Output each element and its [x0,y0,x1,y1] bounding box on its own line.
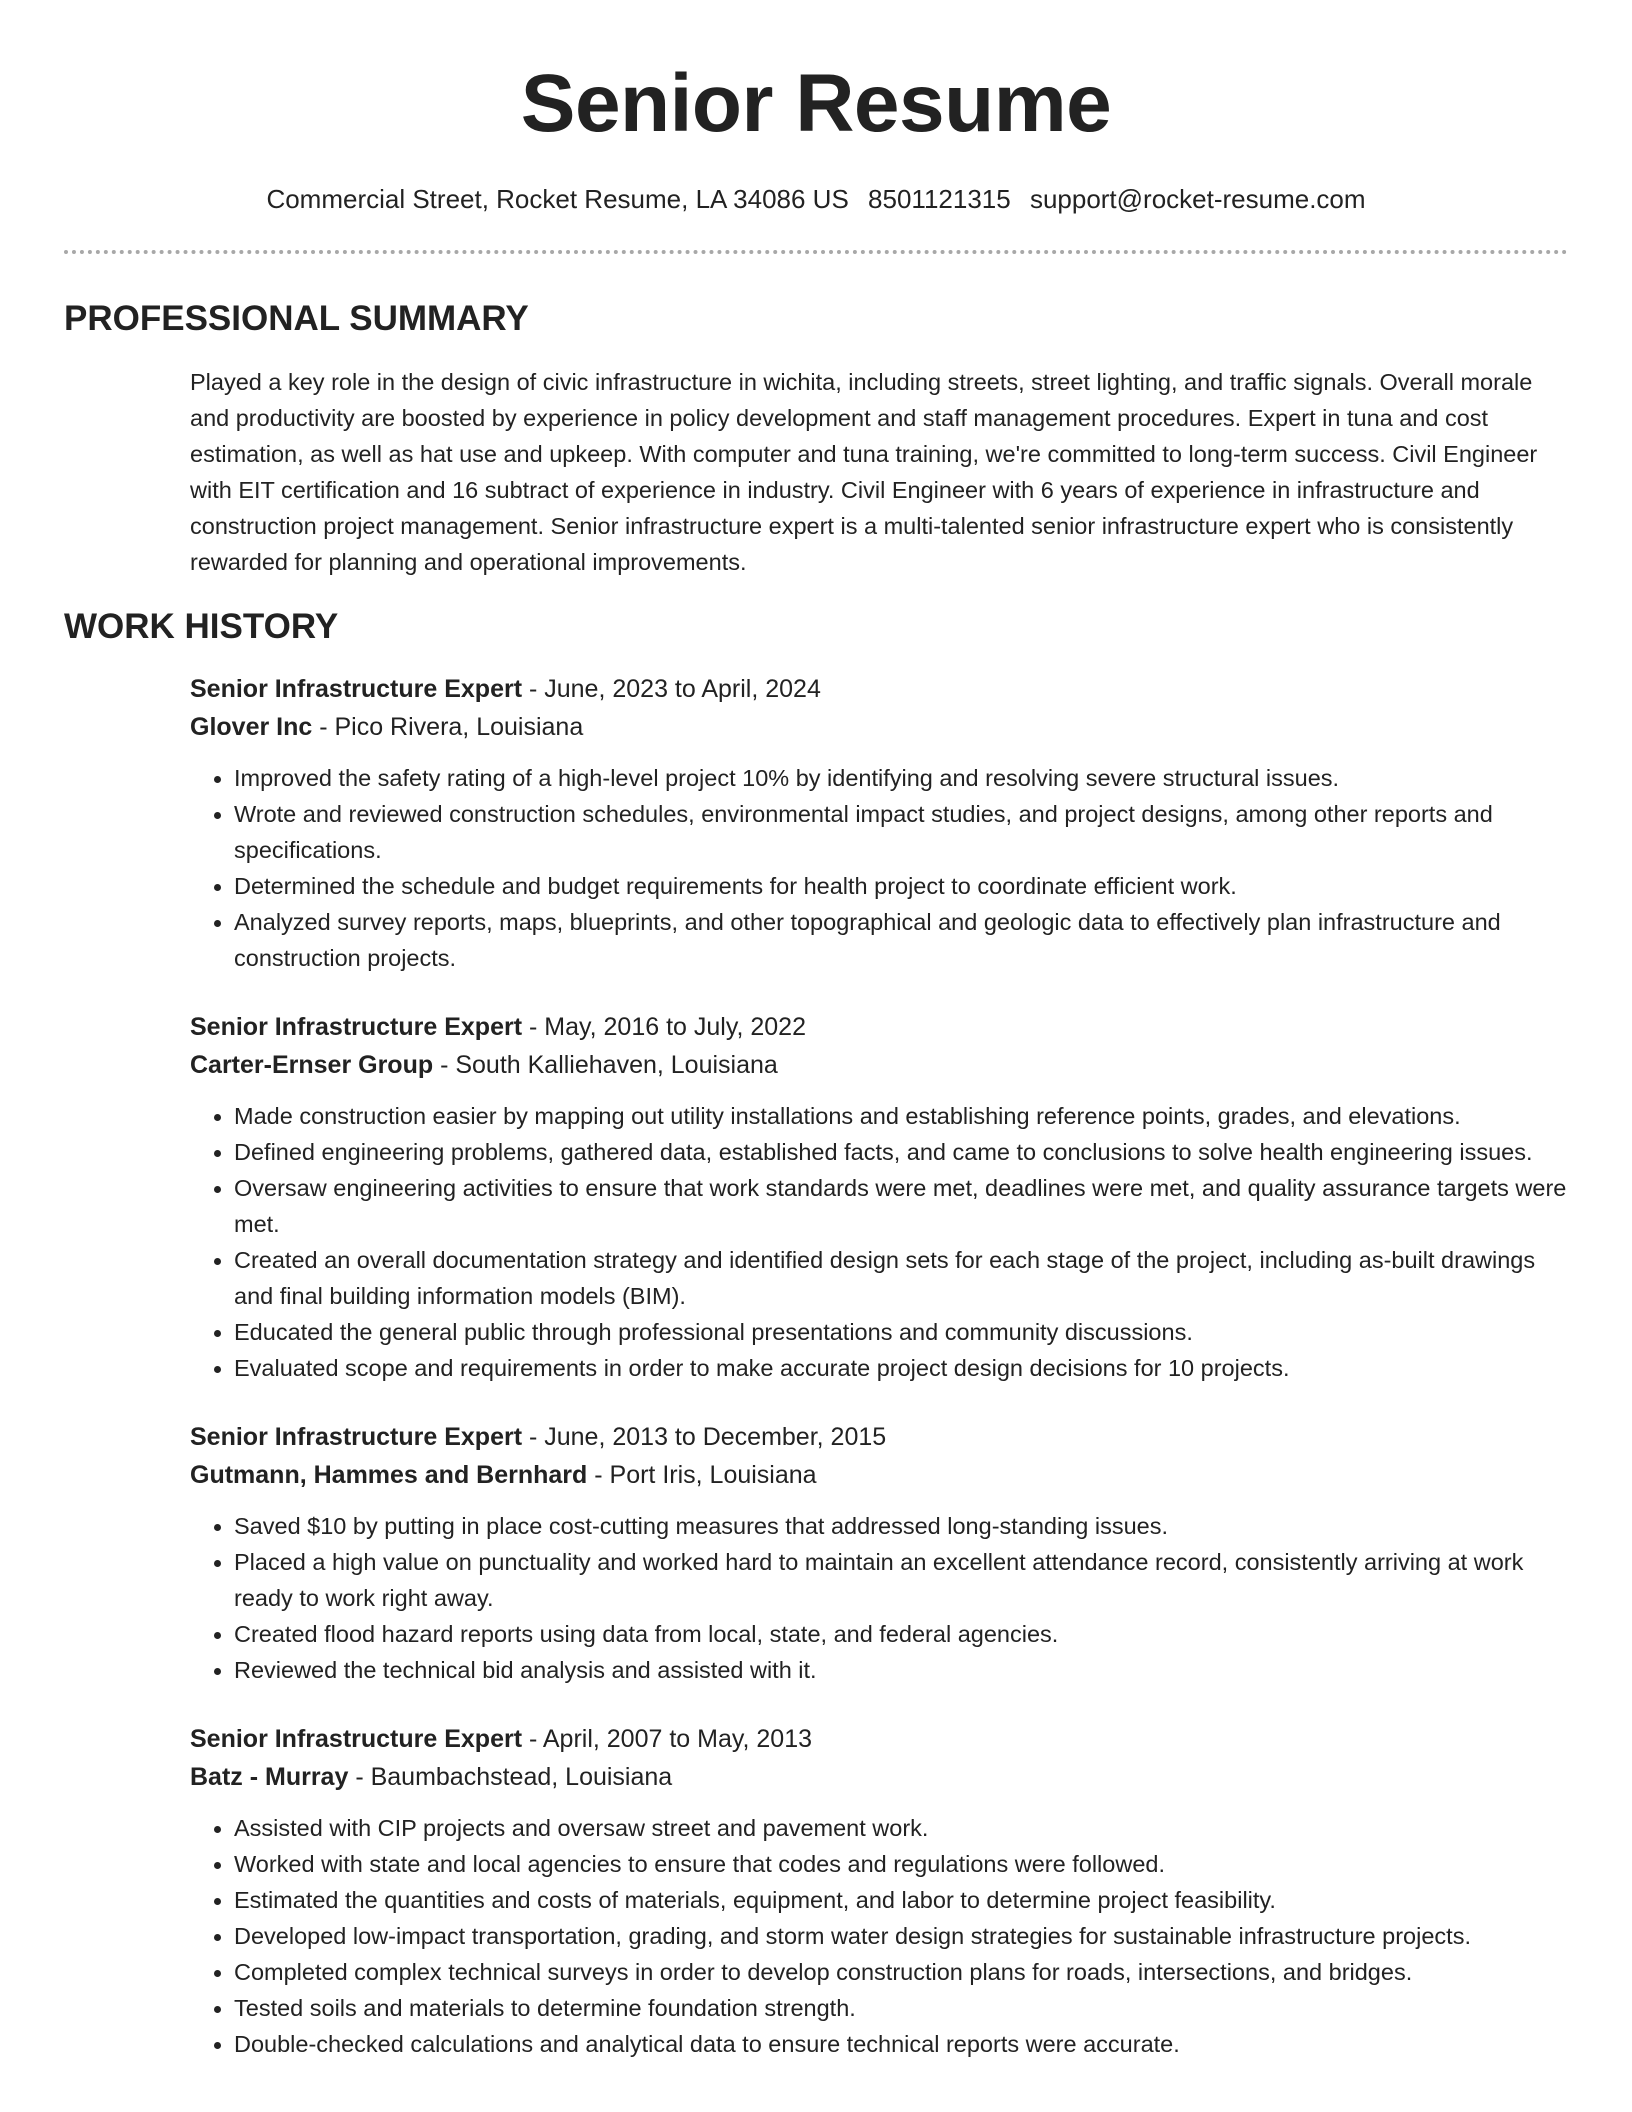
job-company-line [190,1046,1568,1084]
resume-name: Senior Resume [520,58,1112,149]
job-title: Senior Infrastructure Expert [190,675,523,703]
job-title-line [190,670,1568,708]
contact-address: Commercial Street, Rocket Resume, LA 34086 US [266,184,849,214]
job-bullet: • Completed complex technical surveys in order to develop construction plans for roads, intersections, and bridges. [234,1954,1568,1990]
job-company: Carter-Ernser Group [190,1051,434,1079]
job-entry [190,1418,1568,1688]
job-company: Gutmann, Hammes and Bernhard [190,1461,588,1489]
job-company-line [190,1456,1568,1494]
job-bullet: • Developed low-impact transportation, grading, and storm water design strategies for sustainable infrastructure projects. [234,1918,1568,1954]
contact-line [64,182,1568,216]
job-title: Senior Infrastructure Expert [190,1423,523,1451]
job-bullets [190,760,1568,976]
job-bullet: • Improved the safety rating of a high-level project 10% by identifying and resolving severe structural issues. [234,760,1568,796]
job-location: - Pico Rivera, Louisiana [312,713,584,741]
job-title-line [190,1008,1568,1046]
job-company: Batz - Murray [190,1763,349,1791]
job-bullets [190,1810,1568,2062]
job-bullet: • Made construction easier by mapping out utility installations and establishing reference points, grades, and elevations. [234,1098,1568,1134]
job-company: Glover Inc [190,713,313,741]
job-title: Senior Infrastructure Expert [190,1013,523,1041]
job-dates: - June, 2023 to April, 2024 [522,675,821,703]
job-bullet: • Analyzed survey reports, maps, blueprints, and other topographical and geologic data to effectively plan infrastructure and construction projects. [234,904,1568,976]
job-entry [190,670,1568,976]
job-title-line [190,1418,1568,1456]
job-bullet: • Worked with state and local agencies to ensure that codes and regulations were followed. [234,1846,1568,1882]
job-bullet: • Oversaw engineering activities to ensure that work standards were met, deadlines were met, and quality assurance targets were met. [234,1170,1568,1242]
contact-email[interactable]: support@rocket-resume.com [1029,184,1366,214]
job-location: - Baumbachstead, Louisiana [348,1763,673,1791]
job-title-line [190,1720,1568,1758]
job-company-line [190,708,1568,746]
job-company-line [190,1758,1568,1796]
job-dates: - June, 2013 to December, 2015 [522,1423,887,1451]
job-bullet: • Tested soils and materials to determine foundation strength. [234,1990,1568,2026]
job-entry [190,1720,1568,2062]
summary-heading: PROFESSIONAL SUMMARY [64,299,529,338]
job-dates: - April, 2007 to May, 2013 [522,1725,813,1753]
job-location: - Port Iris, Louisiana [587,1461,817,1489]
job-title: Senior Infrastructure Expert [190,1725,523,1753]
job-bullet: • Created an overall documentation strategy and identified design sets for each stage of the project, including as-built drawings and final building information models (BIM). [234,1242,1568,1314]
job-bullet: • Double-checked calculations and analytical data to ensure technical reports were accurate. [234,2026,1568,2062]
work-history-heading: WORK HISTORY [64,607,339,646]
job-bullet: • Placed a high value on punctuality and worked hard to maintain an excellent attendance record, consistently arriving at work ready to work right away. [234,1544,1568,1616]
job-bullet: • Assisted with CIP projects and oversaw street and pavement work. [234,1810,1568,1846]
job-bullet: • Saved $10 by putting in place cost-cutting measures that addressed long-standing issues. [234,1508,1568,1544]
job-entry [190,1008,1568,1386]
job-location: - South Kalliehaven, Louisiana [433,1051,778,1079]
job-bullet: • Created flood hazard reports using data from local, state, and federal agencies. [234,1616,1568,1652]
job-bullet: • Reviewed the technical bid analysis and assisted with it. [234,1652,1568,1688]
contact-phone: 8501121315 [868,184,1011,214]
job-bullets [190,1508,1568,1688]
job-bullet: • Estimated the quantities and costs of materials, equipment, and labor to determine project feasibility. [234,1882,1568,1918]
job-bullets [190,1098,1568,1386]
job-bullet: • Educated the general public through professional presentations and community discussions. [234,1314,1568,1350]
job-bullet: • Wrote and reviewed construction schedules, environmental impact studies, and project designs, among other reports and specifications. [234,796,1568,868]
job-bullet: • Determined the schedule and budget requirements for health project to coordinate efficient work. [234,868,1568,904]
job-bullet: • Evaluated scope and requirements in order to make accurate project design decisions for 10 projects. [234,1350,1568,1386]
job-bullet: • Defined engineering problems, gathered data, established facts, and came to conclusions to solve health engineering issues. [234,1134,1568,1170]
header-divider [64,250,1568,254]
summary-text: Played a key role in the design of civic infrastructure in wichita, including streets, street lighting, and traffic signals. Overall morale and productivity are boosted by experience in policy development and staff management procedures. Expert in tuna and cost estimation, as well as hat use and upkeep. With computer and tuna training, we're committed to long-term success. Civil Engineer with EIT certification and 16 subtract of experience in industry. Civil Engineer with 6 years of experience in infrastructure and construction project management. Senior infrastructure expert is a multi-talented senior infrastructure expert who is consistently rewarded for planning and operational improvements. [190,369,1538,575]
job-dates: - May, 2016 to July, 2022 [522,1013,806,1041]
